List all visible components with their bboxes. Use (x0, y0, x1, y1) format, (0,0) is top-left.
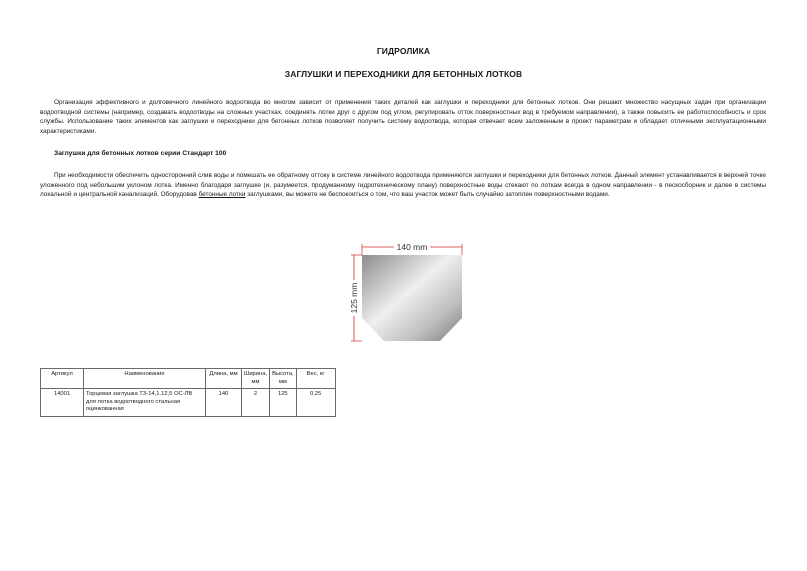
cell-length: 140 (206, 389, 242, 417)
end-cap-diagram (344, 240, 474, 346)
intro-paragraph: Организация эффективного и долговечного линейного водоотвода во многом зависит от применения таких деталей как заглушки и переходники для бетонных лотков. Они решают множество насущных задач при организации водоотводной системы (например, создавать водоотводы на сложных участках, соединять лотки друг с другом под углом, регулировать отток поверхностных вод в требуемом направлении), а также повысить ее работоспособность и срок службы. Использование таких элементов как заглушки и переходники для бетонных лотков позволяет получить систему водоотвода, которая отвечает всем заложенным в проект параметрам и обладает отличными эксплуатационными характеристиками. (40, 99, 766, 135)
section-title: ГИДРОЛИКА (376, 46, 431, 56)
column-header-length: Длина, мм (206, 369, 242, 389)
width-label: 140 mm (396, 242, 428, 252)
cell-width: 2 (242, 389, 270, 417)
page-title: ЗАГЛУШКИ И ПЕРЕХОДНИКИ ДЛЯ БЕТОННЫХ ЛОТКОВ (284, 69, 523, 79)
cell-height: 125 (270, 389, 297, 417)
end-cap-shape (362, 255, 462, 341)
section-subheading: Заглушки для бетонных лотков серии Стандарт 100 (54, 150, 227, 157)
product-table (40, 368, 336, 417)
table-row (41, 389, 336, 417)
body-paragraph (40, 171, 766, 200)
body-text-before-link: При необходимости обеспечить односторонний слив воды и помешать ее обратному оттоку в системе линейного водоотвода применяются заглушки и переходники для бетонных лотков. Данный элемент устанавливается в верхней точке уложенного под небольшим уклоном лотка. Именно благодаря заглушке (и, разумеется, продуманному гидротехническому плану) поверхностные воды стекают по лоткам всегда в одном направлении - в пескосборник и далее в системы локальной и центральной канализаций. Оборудовав (40, 172, 766, 199)
column-header-name: Наименование (84, 369, 206, 389)
cell-name: Торцевая заглушка ТЗ-14,1.12,5 ОС-ЛВ для лотка водоотводного стальная оцинкованная (84, 389, 206, 417)
cell-article: 14001 (41, 389, 84, 417)
column-header-weight: Вес, кг (296, 369, 335, 389)
concrete-trays-link[interactable]: бетонные лотки (198, 191, 246, 199)
table-header-row (41, 369, 336, 389)
body-text-after-link: заглушками, вы можете не беспокоиться о том, что ваш участок может быть случайно затоплен поверхностными водами. (245, 191, 610, 199)
column-header-article: Артикул (41, 369, 84, 389)
cell-weight: 0,25 (296, 389, 335, 417)
column-header-height: Высота, мм (270, 369, 297, 389)
column-header-width: Ширина, мм (242, 369, 270, 389)
height-label: 125 mm (349, 282, 359, 314)
